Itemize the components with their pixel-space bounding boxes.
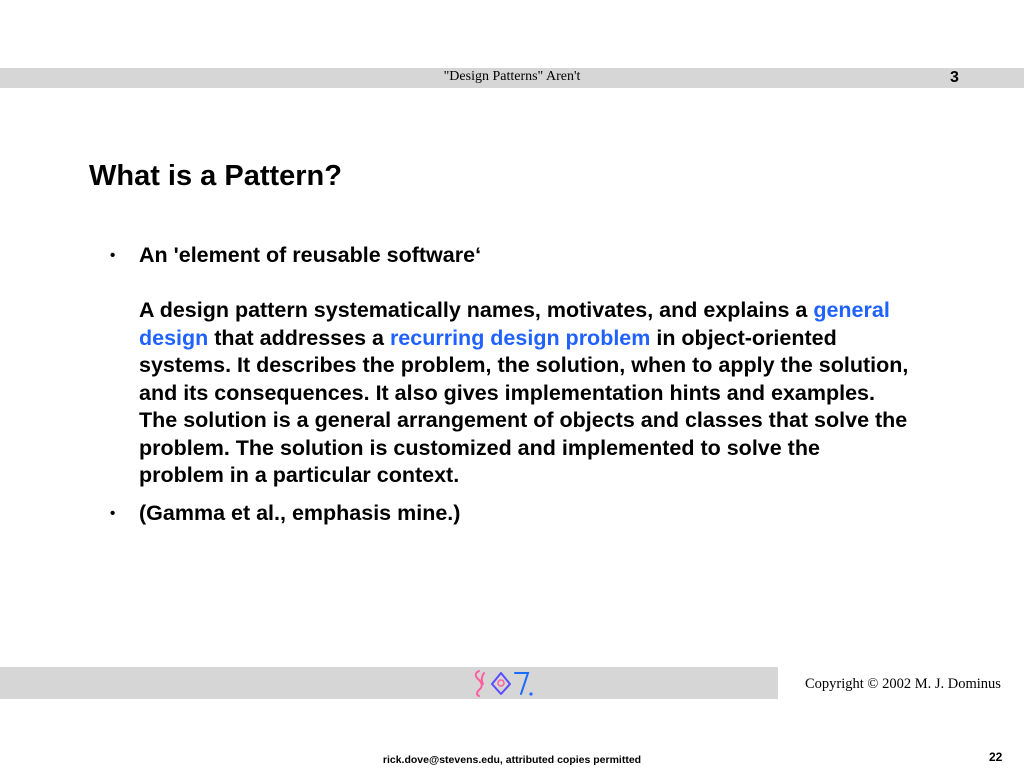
definition-text-part-1: A design pattern systematically names, motivates, and explains a: [139, 298, 814, 322]
page-title: What is a Pattern?: [89, 160, 342, 192]
slide-footer-bar: [0, 667, 1024, 699]
bullet-lead-text: An 'element of reusable software‘: [139, 243, 482, 267]
definition-text-part-2: that addresses a: [208, 325, 390, 350]
handwritten-logo-icon: [470, 668, 542, 698]
bullet-icon: •: [110, 247, 116, 264]
emphasis-general-design: general design: [139, 298, 890, 350]
emphasis-recurring-design-problem: recurring design problem: [389, 325, 651, 350]
footer-contact: rick.dove@stevens.edu, attributed copies permitted: [382, 754, 642, 766]
bullet-item-definition: [110, 242, 910, 490]
bullet-item-citation: [110, 500, 910, 528]
paragraph-gap: [139, 270, 910, 298]
copyright-text: Copyright © 2002 M. J. Dominus: [805, 676, 1001, 692]
slide-header-title: "Design Patterns" Aren't: [443, 69, 581, 84]
bullet-icon: •: [110, 504, 116, 522]
bullet-list: [110, 242, 910, 527]
footer-page-number: 22: [989, 750, 1003, 764]
slide-number: 3: [950, 69, 959, 86]
citation-text: (Gamma et al., emphasis mine.): [139, 500, 461, 525]
definition-text-part-3: in object-oriented systems. It describes the problem, the solution, when to apply the solution, and its consequences. It also gives implementation hints and examples. The solution is a general arrangement of objects and classes that solve the problem. The solution is customized and implemented to solve the problem in a particular context.: [139, 325, 909, 487]
slide-header-bar: [0, 68, 1024, 88]
